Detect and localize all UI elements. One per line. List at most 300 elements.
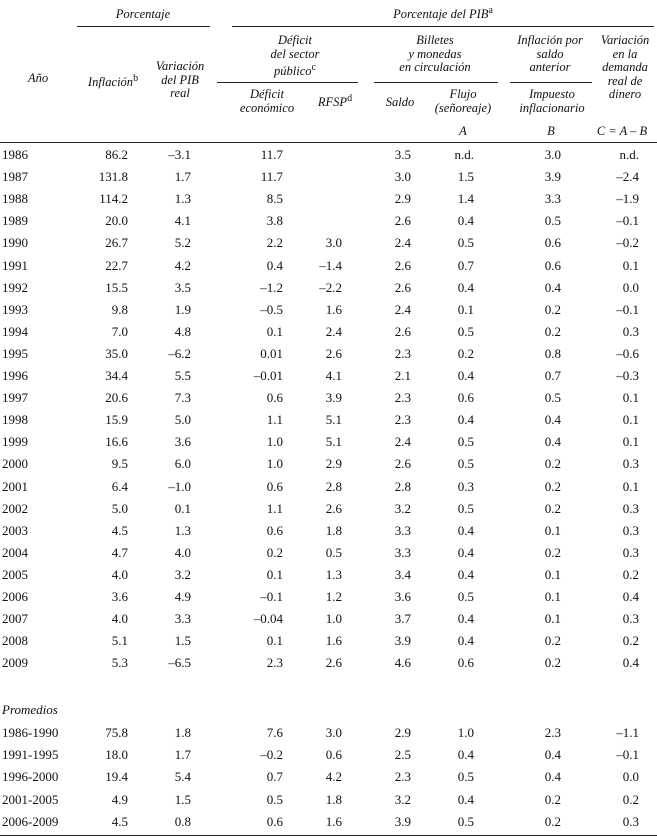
table-row — [0, 499, 657, 521]
cell-impuesto: 0.5 — [544, 213, 561, 229]
average-row — [0, 767, 657, 789]
cell-variacion-demanda: –1.9 — [616, 191, 639, 207]
cell-rfsp: 2.6 — [325, 500, 342, 516]
cell-variacion-pib: 3.3 — [174, 611, 191, 627]
table-row — [0, 233, 657, 255]
cell-year: 2008 — [2, 633, 28, 649]
cell-impuesto: 0.2 — [544, 813, 561, 829]
cell-impuesto: 0.2 — [544, 500, 561, 516]
cell-flujo: 0.4 — [457, 791, 474, 807]
cell-saldo: 2.4 — [394, 301, 411, 317]
cell-flujo: 0.4 — [457, 412, 474, 428]
cell-impuesto: 0.4 — [544, 434, 561, 450]
cell-deficit-economico: 0.4 — [266, 257, 283, 273]
cell-variacion-demanda: 0.3 — [622, 456, 639, 472]
cell-variacion-pib: 5.5 — [174, 368, 191, 383]
rule-billetes — [374, 82, 498, 83]
table-row — [0, 432, 657, 454]
cell-saldo: 3.3 — [394, 522, 411, 538]
cell-variacion-pib: 7.3 — [174, 390, 191, 406]
cell-saldo: 3.6 — [394, 589, 411, 604]
cell-variacion-demanda: 0.3 — [622, 323, 639, 339]
cell-flujo: 0.5 — [457, 813, 474, 829]
cell-deficit-economico: –0.01 — [253, 368, 283, 383]
cell-flujo: 0.4 — [457, 611, 474, 627]
cell-inflacion: 34.4 — [105, 368, 128, 383]
cell-inflacion: 20.0 — [105, 213, 128, 229]
cell-variacion-pib: 1.3 — [174, 522, 191, 538]
cell-year: 1986 — [2, 147, 28, 162]
cell-variacion-demanda: 0.2 — [622, 566, 639, 582]
cell-flujo: 0.1 — [457, 301, 474, 317]
cell-variacion-pib: 1.7 — [174, 169, 191, 185]
cell-saldo: 4.6 — [394, 655, 411, 671]
cell-deficit-economico: 1.0 — [266, 434, 283, 450]
cell-rfsp: 2.6 — [325, 345, 342, 361]
table-row — [0, 410, 657, 432]
header-deficit-group: Déficit del sector público$^c$ — [270, 33, 320, 79]
cell-inflacion: 26.7 — [105, 235, 128, 251]
cell-saldo: 2.1 — [394, 368, 411, 383]
cell-inflacion: 131.8 — [98, 169, 128, 185]
cell-deficit-economico: 8.5 — [266, 191, 283, 207]
cell-impuesto: 0.6 — [544, 257, 561, 273]
cell-variacion-pib: –1.0 — [168, 478, 191, 494]
table-row — [0, 256, 657, 278]
cell-variacion-demanda: 0.4 — [622, 655, 639, 671]
header-billetes-group: Billetes y monedas en circulación — [399, 33, 471, 74]
table-row — [0, 145, 657, 167]
cell-saldo: 2.5 — [394, 747, 411, 763]
cell-inflacion: 5.0 — [111, 500, 128, 516]
cell-rfsp: 1.6 — [325, 301, 342, 317]
cell-flujo: 1.5 — [457, 169, 474, 185]
cell-variacion-pib: 4.2 — [174, 257, 191, 273]
cell-inflacion: 5.3 — [111, 655, 128, 671]
cell-flujo: 0.7 — [457, 257, 474, 273]
cell-deficit-economico: 1.1 — [266, 500, 283, 516]
cell-inflacion: 19.4 — [105, 769, 128, 785]
cell-rfsp: 2.6 — [325, 655, 342, 671]
table-row — [0, 565, 657, 587]
cell-saldo: 3.2 — [394, 500, 411, 516]
cell-year: 1990 — [2, 235, 28, 251]
cell-year: 2000 — [2, 456, 28, 472]
cell-variacion-demanda: 0.1 — [622, 412, 639, 428]
header-saldo: Saldo — [385, 95, 415, 109]
cell-variacion-demanda: –0.1 — [616, 747, 639, 763]
cell-impuesto: 2.3 — [544, 725, 561, 740]
cell-variacion-demanda: –0.3 — [616, 368, 639, 383]
cell-rfsp: 1.8 — [325, 522, 342, 538]
cell-impuesto: 0.4 — [544, 769, 561, 785]
cell-deficit-economico: 0.6 — [266, 813, 283, 829]
cell-variacion-demanda: 0.3 — [622, 500, 639, 516]
cell-flujo: 0.5 — [457, 235, 474, 251]
cell-variacion-demanda: 0.1 — [622, 434, 639, 450]
cell-rfsp: 4.2 — [325, 769, 342, 785]
cell-impuesto: 0.8 — [544, 345, 561, 361]
cell-rfsp: 1.6 — [325, 813, 342, 829]
cell-impuesto: 3.9 — [544, 169, 561, 185]
table-row — [0, 366, 657, 388]
cell-year: 1999 — [2, 434, 28, 450]
cell-inflacion: 4.7 — [111, 544, 128, 560]
cell-deficit-economico: 2.2 — [266, 235, 283, 251]
cell-inflacion: 20.6 — [105, 390, 128, 406]
cell-saldo: 3.4 — [394, 566, 411, 582]
cell-deficit-economico: 0.6 — [266, 522, 283, 538]
cell-saldo: 3.0 — [394, 169, 411, 185]
cell-inflacion: 16.6 — [105, 434, 128, 450]
cell-variacion-demanda: 0.3 — [622, 544, 639, 560]
cell-deficit-economico: 11.7 — [260, 169, 283, 185]
cell-rfsp: 5.1 — [325, 434, 342, 450]
cell-flujo: 0.5 — [457, 769, 474, 785]
cell-inflacion: 7.0 — [111, 323, 128, 339]
header-flujo: Flujo (señoreaje) — [434, 87, 492, 115]
cell-year: 1996 — [2, 368, 28, 383]
cell-variacion-demanda: 0.0 — [622, 769, 639, 785]
cell-deficit-economico: 0.2 — [266, 544, 283, 560]
cell-variacion-pib: 6.0 — [174, 456, 191, 472]
cell-impuesto: 0.2 — [544, 655, 561, 671]
cell-saldo: 3.9 — [394, 813, 411, 829]
cell-inflacion: 9.5 — [111, 456, 128, 472]
cell-year: 2007 — [2, 611, 28, 627]
cell-saldo: 2.9 — [394, 725, 411, 740]
cell-saldo: 3.3 — [394, 544, 411, 560]
header-inflacion-saldo-group: Inflación por saldo anterior — [517, 33, 583, 74]
cell-rfsp: –2.2 — [319, 279, 342, 295]
average-row — [0, 790, 657, 812]
cell-inflacion: 114.2 — [99, 191, 128, 207]
header-group-porcentaje: Porcentaje — [115, 7, 171, 21]
cell-variacion-demanda: 0.1 — [622, 257, 639, 273]
table-row — [0, 587, 657, 609]
cell-variacion-demanda: –0.2 — [616, 235, 639, 251]
cell-inflacion: 4.5 — [111, 813, 128, 829]
cell-impuesto: 0.7 — [544, 368, 561, 383]
cell-variacion-demanda: 0.0 — [622, 279, 639, 295]
cell-deficit-economico: 7.6 — [266, 725, 283, 740]
cell-year: 1989 — [2, 213, 28, 229]
cell-variacion-pib: 3.6 — [174, 434, 191, 450]
cell-deficit-economico: –1.2 — [260, 279, 283, 295]
header-letter-a: A — [459, 124, 467, 138]
cell-flujo: 0.4 — [457, 368, 474, 383]
cell-deficit-economico: 0.6 — [266, 390, 283, 406]
cell-year: 1998 — [2, 412, 28, 428]
cell-variacion-pib: 1.5 — [174, 791, 191, 807]
cell-saldo: 3.9 — [394, 633, 411, 649]
cell-variacion-pib: –3.1 — [168, 147, 191, 162]
header-variacion-pib: Variación del PIB real — [155, 59, 205, 100]
cell-deficit-economico: –0.2 — [260, 747, 283, 763]
cell-flujo: 0.4 — [457, 566, 474, 582]
cell-deficit-economico: 0.1 — [266, 323, 283, 339]
cell-inflacion: 18.0 — [105, 747, 128, 763]
cell-rfsp: 0.5 — [325, 544, 342, 560]
cell-inflacion: 15.5 — [105, 279, 128, 295]
cell-rfsp: 1.0 — [325, 611, 342, 627]
cell-rfsp: 2.4 — [325, 323, 342, 339]
cell-saldo: 2.9 — [394, 191, 411, 207]
cell-inflacion: 9.8 — [111, 301, 128, 317]
cell-deficit-economico: 1.1 — [266, 412, 283, 428]
average-row — [0, 745, 657, 767]
header-deficit-economico: Déficit económico — [239, 87, 295, 115]
cell-flujo: 0.5 — [457, 456, 474, 472]
cell-flujo: 1.0 — [457, 725, 474, 740]
cell-deficit-economico: 3.8 — [266, 213, 283, 229]
table-row — [0, 211, 657, 233]
cell-saldo: 2.4 — [394, 235, 411, 251]
cell-flujo: 0.4 — [457, 522, 474, 538]
cell-impuesto: 0.4 — [544, 412, 561, 428]
table-row — [0, 477, 657, 499]
cell-year: 1988 — [2, 191, 28, 207]
cell-variacion-pib: 3.5 — [174, 279, 191, 295]
cell-variacion-pib: 5.2 — [174, 235, 191, 251]
cell-year: 2006-2009 — [2, 813, 59, 829]
cell-variacion-demanda: –0.1 — [616, 213, 639, 229]
cell-year: 1991 — [2, 257, 28, 273]
cell-year: 2006 — [2, 589, 28, 604]
table-row — [0, 543, 657, 565]
cell-saldo: 2.3 — [394, 412, 411, 428]
cell-saldo: 3.2 — [394, 791, 411, 807]
cell-inflacion: 22.7 — [105, 257, 128, 273]
cell-variacion-pib: 0.1 — [174, 500, 191, 516]
table-row — [0, 609, 657, 631]
cell-variacion-pib: 1.7 — [174, 747, 191, 763]
average-row — [0, 812, 657, 834]
rule-inflacion-saldo — [510, 82, 592, 83]
header-letter-b: B — [547, 124, 555, 138]
cell-rfsp: 1.3 — [325, 566, 342, 582]
cell-flujo: 0.4 — [457, 633, 474, 649]
cell-variacion-demanda: 0.1 — [622, 478, 639, 494]
cell-variacion-demanda: 0.1 — [622, 390, 639, 406]
cell-flujo: 0.5 — [457, 589, 474, 604]
cell-rfsp: 4.1 — [325, 368, 342, 383]
cell-saldo: 2.6 — [394, 213, 411, 229]
cell-rfsp: 3.0 — [325, 725, 342, 740]
table-row — [0, 189, 657, 211]
cell-inflacion: 6.4 — [111, 478, 128, 494]
rule-pib — [232, 26, 654, 27]
rule-table-bottom — [0, 835, 657, 836]
cell-variacion-pib: 5.0 — [174, 412, 191, 428]
cell-inflacion: 3.6 — [111, 589, 128, 604]
cell-rfsp: 3.0 — [325, 235, 342, 251]
cell-deficit-economico: 0.7 — [266, 769, 283, 785]
cell-variacion-pib: 3.2 — [174, 566, 191, 582]
cell-year: 1993 — [2, 301, 28, 317]
average-row — [0, 723, 657, 745]
cell-year: 1995 — [2, 345, 28, 361]
cell-year: 1986-1990 — [2, 725, 59, 740]
cell-year: 1987 — [2, 169, 28, 185]
table-row — [0, 167, 657, 189]
table-row — [0, 631, 657, 653]
table-row — [0, 521, 657, 543]
cell-rfsp: 1.6 — [325, 633, 342, 649]
cell-impuesto: 0.4 — [544, 279, 561, 295]
header-rfsp: RFSP$^d$ — [317, 93, 353, 110]
table-row — [0, 300, 657, 322]
cell-saldo: 2.3 — [394, 769, 411, 785]
cell-inflacion: 75.8 — [105, 725, 128, 740]
cell-impuesto: 0.1 — [544, 566, 561, 582]
cell-flujo: 1.4 — [457, 191, 474, 207]
cell-deficit-economico: 0.6 — [266, 478, 283, 494]
table-row — [0, 322, 657, 344]
cell-variacion-pib: 1.8 — [174, 725, 191, 740]
cell-saldo: 2.3 — [394, 345, 411, 361]
header-impuesto: Impuesto inflacionario — [519, 87, 585, 115]
cell-year: 1996-2000 — [2, 769, 59, 785]
cell-deficit-economico: 0.1 — [266, 566, 283, 582]
cell-flujo: 0.2 — [457, 345, 474, 361]
cell-inflacion: 5.1 — [111, 633, 128, 649]
cell-deficit-economico: 1.0 — [266, 456, 283, 472]
cell-saldo: 3.7 — [394, 611, 411, 627]
rule-header-bottom — [0, 142, 657, 143]
cell-impuesto: 3.0 — [544, 147, 561, 162]
cell-flujo: 0.6 — [457, 390, 474, 406]
cell-flujo: 0.4 — [457, 213, 474, 229]
cell-variacion-demanda: –2.4 — [616, 169, 639, 185]
cell-saldo: 2.6 — [394, 456, 411, 472]
cell-variacion-demanda: n.d. — [619, 147, 639, 162]
cell-year: 2001-2005 — [2, 791, 59, 807]
cell-variacion-demanda: –0.1 — [616, 301, 639, 317]
table-row — [0, 653, 657, 675]
cell-inflacion: 4.5 — [111, 522, 128, 538]
cell-deficit-economico: 0.01 — [260, 345, 283, 361]
cell-flujo: 0.6 — [457, 655, 474, 671]
cell-variacion-pib: 4.9 — [174, 589, 191, 604]
cell-variacion-demanda: 0.2 — [622, 791, 639, 807]
header-group-pib: Porcentaje del PIB$^a$ — [393, 5, 493, 22]
cell-rfsp: 2.9 — [325, 456, 342, 472]
cell-flujo: 0.4 — [457, 279, 474, 295]
cell-variacion-pib: 1.3 — [174, 191, 191, 207]
cell-rfsp: 1.8 — [325, 791, 342, 807]
cell-year: 1997 — [2, 390, 28, 406]
cell-year: 1992 — [2, 279, 28, 295]
table-row — [0, 388, 657, 410]
cell-deficit-economico: 0.5 — [266, 791, 283, 807]
cell-impuesto: 0.1 — [544, 522, 561, 538]
rule-deficit — [217, 82, 358, 83]
cell-variacion-pib: 1.9 — [174, 301, 191, 317]
cell-year: 2005 — [2, 566, 28, 582]
cell-impuesto: 0.2 — [544, 323, 561, 339]
cell-variacion-demanda: 0.3 — [622, 522, 639, 538]
cell-deficit-economico: –0.5 — [260, 301, 283, 317]
promedios-label: Promedios — [2, 702, 58, 717]
cell-variacion-pib: 4.8 — [174, 323, 191, 339]
cell-impuesto: 0.2 — [544, 633, 561, 649]
cell-year: 2009 — [2, 655, 28, 671]
cell-variacion-demanda: 0.3 — [622, 813, 639, 829]
header-inflacion: Inflación$^b$ — [87, 73, 139, 90]
cell-variacion-demanda: 0.3 — [622, 611, 639, 627]
cell-deficit-economico: 2.3 — [266, 655, 283, 671]
cell-rfsp: 5.1 — [325, 412, 342, 428]
cell-year: 2001 — [2, 478, 28, 494]
cell-rfsp: 0.6 — [325, 747, 342, 763]
table-row — [0, 454, 657, 476]
cell-impuesto: 0.1 — [544, 611, 561, 627]
cell-inflacion: 35.0 — [105, 345, 128, 361]
cell-impuesto: 0.1 — [544, 589, 561, 604]
cell-flujo: 0.4 — [457, 747, 474, 763]
header-letter-c: C = A – B — [596, 124, 648, 138]
cell-impuesto: 0.5 — [544, 390, 561, 406]
cell-saldo: 2.4 — [394, 434, 411, 450]
cell-variacion-pib: 0.8 — [174, 813, 191, 829]
cell-impuesto: 0.2 — [544, 791, 561, 807]
cell-inflacion: 4.0 — [111, 566, 128, 582]
cell-year: 2004 — [2, 544, 28, 560]
cell-variacion-demanda: –1.1 — [616, 725, 639, 740]
cell-impuesto: 0.2 — [544, 544, 561, 560]
cell-impuesto: 0.2 — [544, 456, 561, 472]
cell-impuesto: 0.2 — [544, 478, 561, 494]
header-year: Año — [28, 71, 49, 85]
cell-year: 1994 — [2, 323, 28, 339]
cell-year: 2002 — [2, 500, 28, 516]
cell-flujo: 0.3 — [457, 478, 474, 494]
cell-variacion-pib: 1.5 — [174, 633, 191, 649]
cell-flujo: 0.5 — [457, 434, 474, 450]
cell-variacion-pib: –6.2 — [168, 345, 191, 361]
cell-flujo: 0.5 — [457, 500, 474, 516]
table-row — [0, 278, 657, 300]
cell-rfsp: 1.2 — [325, 589, 342, 604]
cell-impuesto: 0.6 — [544, 235, 561, 251]
cell-inflacion: 4.0 — [111, 611, 128, 627]
rule-porcentaje — [77, 26, 210, 27]
cell-deficit-economico: –0.1 — [260, 589, 283, 604]
cell-year: 1991-1995 — [2, 747, 59, 763]
cell-variacion-demanda: –0.6 — [616, 345, 639, 361]
cell-saldo: 2.6 — [394, 323, 411, 339]
cell-inflacion: 4.9 — [111, 791, 128, 807]
cell-rfsp: –1.4 — [319, 257, 342, 273]
cell-saldo: 2.3 — [394, 390, 411, 406]
cell-rfsp: 3.9 — [325, 390, 342, 406]
cell-variacion-pib: –6.5 — [168, 655, 191, 671]
cell-variacion-pib: 4.0 — [174, 544, 191, 560]
cell-deficit-economico: 0.1 — [266, 633, 283, 649]
cell-flujo: n.d. — [454, 147, 474, 162]
cell-rfsp: 2.8 — [325, 478, 342, 494]
cell-deficit-economico: –0.04 — [253, 611, 283, 627]
cell-flujo: 0.5 — [457, 323, 474, 339]
cell-saldo: 2.6 — [394, 279, 411, 295]
cell-deficit-economico: 11.7 — [260, 147, 283, 162]
cell-variacion-demanda: 0.2 — [622, 633, 639, 649]
cell-flujo: 0.4 — [457, 544, 474, 560]
cell-impuesto: 0.4 — [544, 747, 561, 763]
table-row — [0, 344, 657, 366]
cell-variacion-pib: 5.4 — [174, 769, 191, 785]
